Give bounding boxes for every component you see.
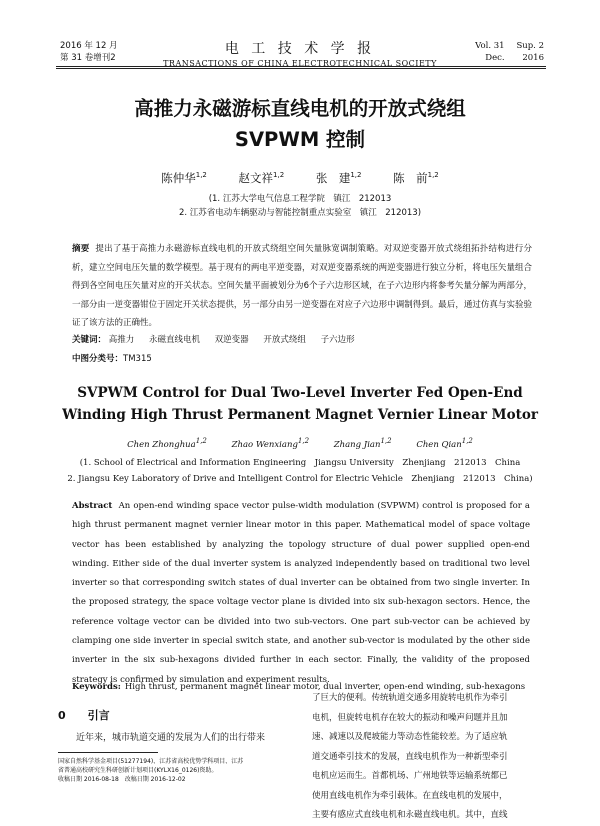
author-cn — [239, 171, 285, 185]
keyword-cn: 永磁直线电机 — [148, 335, 200, 345]
header-right — [471, 40, 544, 64]
section-number: 0 — [58, 709, 66, 722]
classification-label: 中图分类号： — [72, 354, 124, 364]
keywords-en-text: High thrust, permanent magnet linear motor, dual inverter, open-end winding, sub-hexagons — [124, 682, 526, 692]
header-year-month: 2016 年 12 月 — [60, 41, 118, 51]
footnote-rule — [58, 752, 158, 753]
author-name: 陈仲华 — [161, 171, 196, 185]
affiliation-cn-1: (1. 江苏大学电气信息工程学院 镇江 212013 — [208, 194, 392, 204]
body-line: 主要有感应式直线电机和永磁直线电机。其中，直线 — [312, 810, 508, 820]
footnote-line: 收稿日期 2016-08-18 改稿日期 2016-12-02 — [58, 776, 186, 783]
body-line: 道交通牵引技术的发展，直线电机作为一种新型牵引 — [312, 751, 508, 762]
paper-title-en — [0, 382, 600, 426]
paper-title-cn-line2: SVPWM 控制 — [234, 128, 366, 151]
classification-value: TM315 — [123, 354, 152, 364]
footnote-line: 省普通高校研究生科研创新计划项目(KYLX16_0126)资助。 — [58, 767, 218, 774]
keyword-cn: 高推力 — [108, 335, 135, 345]
body-line: 电机，但旋转电机存在较大的振动和噪声问题并且加 — [312, 712, 508, 723]
author-en — [127, 437, 207, 450]
body-line: 电机应运而生。首都机场、广州地铁等运输系统都已 — [312, 771, 508, 781]
header-month: Dec. — [485, 53, 505, 63]
abstract-cn-text: 提出了基于高推力永磁游标直线电机的开放式绕组空间矢量脉宽调制策略。对双逆变器开放式绕组拓扑结构进行分析，建立空间电压矢量的数学模型。基于现有的两电平逆变器，对双逆变器系统的两逆变器进行独立分析，将电压矢量组合得到各空间电压矢量对应的开关状态。空间矢量平面被划分为6个子六边形区域，在子六边形内将参考矢量分解为两部分，一部分由一逆变器钳位于固定开关状态提供，另一部分由另一逆变器在对应子六边形中调制得到。最后，通过仿真与实验验证了该方法的正确性。 — [72, 244, 532, 328]
header-vol: Vol. 31 — [475, 41, 505, 51]
author-name: 陈 前 — [393, 171, 428, 185]
body-line: 了巨大的便利。传统轨道交通多用旋转电机作为牵引 — [312, 693, 508, 703]
author-en — [416, 437, 473, 450]
classification-cn — [72, 352, 152, 364]
author-name: 张 建 — [315, 171, 351, 185]
author-name: Zhang Jian — [333, 439, 381, 450]
authors-en — [0, 437, 600, 450]
paper-title-cn — [0, 93, 600, 155]
section-heading — [58, 707, 284, 723]
affiliations-cn — [0, 192, 600, 220]
section-title: 引言 — [87, 709, 110, 722]
author-cn — [161, 171, 207, 185]
abstract-en-label: Abstract — [72, 501, 113, 511]
abstract-cn-label: 摘要 — [72, 244, 90, 254]
header-volume-issue: 第 31 卷增刊2 — [60, 53, 116, 63]
footnote-line: 国家自然科学基金项目(51277194)、江苏省高校优势学科项目、江苏 — [58, 758, 244, 765]
paper-title-en-line1: SVPWM Control for Dual Two-Level Inverter Fed Open-End — [77, 385, 523, 401]
author-sup: 1,2 — [195, 171, 207, 180]
keyword-cn: 双逆变器 — [214, 335, 249, 345]
affiliation-en-2: 2. Jiangsu Key Laboratory of Drive and Intelligent Control for Electric Vehicle Zhenjiang 212013 China) — [67, 474, 533, 484]
affiliations-en — [0, 455, 600, 487]
journal-title-cn: 电 工 技 术 学 报 — [224, 41, 376, 57]
paper-title-cn-line1: 高推力永磁游标直线电机的开放式绕组 — [134, 97, 466, 120]
abstract-cn — [72, 240, 532, 333]
intro-paragraph: 近年来，城市轨道交通的发展为人们的出行带来 — [76, 733, 266, 743]
paper-title-en-line2: Winding High Thrust Permanent Magnet Vernier Linear Motor — [62, 407, 538, 423]
journal-title-en: TRANSACTIONS OF CHINA ELECTROTECHNICAL SOCIETY — [163, 59, 437, 68]
author-en — [231, 437, 310, 450]
keywords-cn-label: 关键词： — [72, 335, 107, 345]
body-line: 速、减速以及爬坡能力等动态性能较差。为了适应轨 — [312, 732, 508, 742]
affiliation-en-1: (1. School of Electrical and Information Engineering Jiangsu University Zhenjiang 212013 China — [79, 458, 521, 468]
header-rule — [56, 66, 546, 69]
keyword-cn: 开放式绕组 — [263, 335, 306, 345]
author-name: Chen Zhonghua — [127, 439, 196, 450]
author-sup: 1,2 — [461, 437, 473, 445]
author-sup: 1,2 — [195, 437, 207, 445]
right-column — [312, 689, 544, 826]
author-cn — [316, 171, 362, 185]
authors-cn — [0, 170, 600, 186]
keyword-cn: 子六边形 — [320, 335, 355, 345]
author-name: Chen Qian — [416, 439, 462, 450]
affiliation-cn-2: 2. 江苏省电动车辆驱动与智能控制重点实验室 镇江 212013) — [178, 208, 422, 218]
author-name: Zhao Wenxiang — [231, 439, 298, 450]
header-sup: Sup. 2 — [516, 41, 544, 51]
keywords-en-label: Keywords: — [72, 682, 121, 692]
author-cn — [393, 171, 439, 185]
body-line: 使用直线电机作为牵引载体。在直线电机的发展中， — [312, 790, 508, 801]
abstract-en-text: An open-end winding space vector pulse-width modulation (SVPWM) control is proposed for a high thrust permanent magnet vernier linear motor in this paper. Mathematical model of space voltage vector has been established by analyzing the topology structure of dual power supplied open-end winding. Either side of the dual inverter system is analyzed independently based on traditional two level inverter so that corresponding switch states of dual inverter can be obtained from two single inverter. In the proposed strategy, the space voltage vector plane is divided into six sub-hexagon sectors. Hence, the reference voltage vector can be divided into two sub-vectors. One part sub-vector can be achieved by clamping one side inverter in special switch state, and another sub-vector is modulated by the other side inverter in the six sub-hexagons divided further in each sector. Finally, the validity of the proposed strategy is confirmed by simulation and experiment results. — [72, 501, 530, 685]
author-sup: 1,2 — [427, 171, 439, 180]
author-en — [333, 437, 392, 450]
author-sup: 1,2 — [297, 437, 310, 445]
abstract-en — [72, 497, 530, 690]
author-sup: 1,2 — [273, 171, 285, 180]
author-sup: 1,2 — [350, 171, 362, 180]
author-sup: 1,2 — [380, 437, 392, 445]
header-year: 2016 — [522, 53, 544, 63]
keywords-cn — [72, 333, 367, 345]
author-name: 赵文祥 — [238, 171, 274, 185]
